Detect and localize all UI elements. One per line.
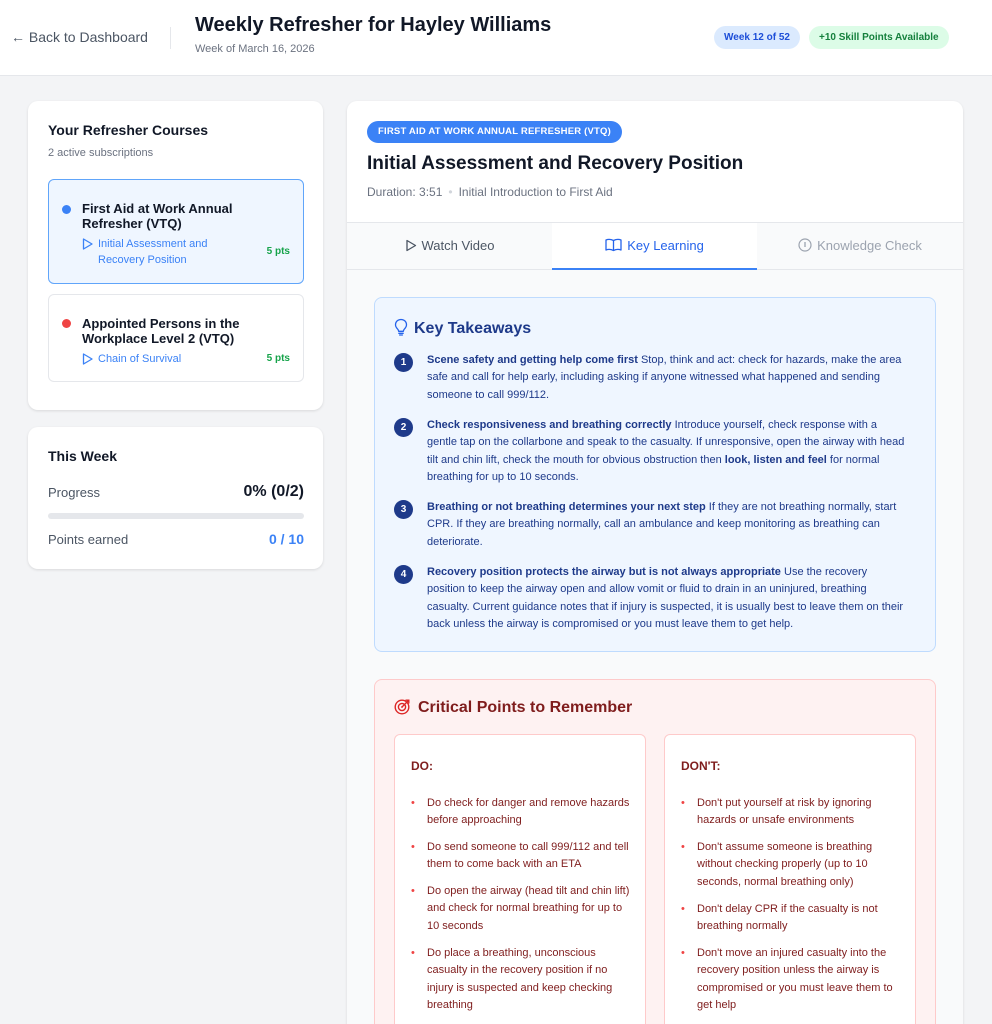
- week-badge: Week 12 of 52: [714, 26, 800, 49]
- key-takeaways-heading: [394, 318, 531, 338]
- lightbulb-icon: [394, 318, 408, 336]
- page-title: Weekly Refresher for Hayley Williams: [195, 14, 552, 36]
- tab-knowledge-check[interactable]: [757, 223, 963, 270]
- tab-label: Key Learning: [627, 238, 704, 253]
- takeaway-body: for normal breathing for up to 10 seconds.: [427, 453, 880, 483]
- dont-item-text: Don't assume someone is breathing without checking properly (up to 10 seconds, normal breathing only): [697, 841, 873, 888]
- lesson-link-label: Chain of Survival: [98, 353, 182, 365]
- play-icon: [82, 238, 93, 250]
- this-week-title: This Week: [48, 448, 117, 464]
- bullet: •: [411, 797, 415, 809]
- takeaway-body: Stop, think and act: check for hazards, make the area safe and call for help early, including asking if anyone witnessed what happened and sending someone to call 999/112.: [427, 354, 902, 401]
- dont-item-text: Don't put yourself at risk by ignoring hazards or unsafe environments: [697, 797, 872, 827]
- takeaway-number: 1: [394, 353, 413, 372]
- courses-title: Your Refresher Courses: [48, 122, 209, 138]
- critical-points-title: Critical Points to Remember: [418, 699, 633, 716]
- lesson-duration: Duration: 3:51: [367, 185, 443, 199]
- bullet: •: [411, 947, 415, 959]
- course-item-appointed-persons[interactable]: [48, 294, 304, 382]
- lesson-link[interactable]: [82, 236, 282, 270]
- page-subtitle: Week of March 16, 2026: [195, 43, 315, 55]
- do-title: DO:: [411, 759, 433, 773]
- course-badge: FIRST AID AT WORK ANNUAL REFRESHER (VTQ): [367, 121, 622, 143]
- critical-points-heading: [394, 698, 632, 717]
- info-circle-icon: [798, 238, 812, 252]
- this-week-card: [28, 427, 323, 569]
- bullet: •: [411, 841, 415, 853]
- key-takeaways-box: [374, 297, 936, 652]
- takeaway-text: [427, 499, 907, 551]
- bullet: •: [681, 903, 685, 915]
- refresher-courses-card: [28, 101, 323, 410]
- do-item-text: Do check for danger and remove hazards before approaching: [427, 797, 630, 827]
- tab-watch-video[interactable]: [347, 223, 552, 270]
- key-learning-content: [347, 270, 963, 1024]
- book-icon: [605, 238, 622, 252]
- back-to-dashboard-link[interactable]: ← Back to Dashboard: [11, 29, 148, 45]
- target-icon: [394, 698, 411, 715]
- do-list-box: [394, 734, 646, 1024]
- header-divider: [170, 27, 171, 49]
- lesson-link[interactable]: [82, 351, 282, 368]
- dont-item-text: Don't move an injured casualty into the recovery position unless the airway is compromised or you must leave them to get help: [697, 947, 893, 1011]
- bullet: •: [681, 797, 685, 809]
- lesson-link-label: Initial Assessment and Recovery Position: [98, 238, 208, 266]
- play-icon: [82, 353, 93, 365]
- lesson-points: 5 pts: [266, 246, 290, 257]
- critical-points-box: [374, 679, 936, 1024]
- meta-separator: •: [448, 185, 453, 199]
- takeaway-heading: Recovery position protects the airway but is not always appropriate: [427, 566, 781, 578]
- bullet: •: [411, 885, 415, 897]
- dont-title: DON'T:: [681, 759, 721, 773]
- courses-subtitle: 2 active subscriptions: [48, 147, 154, 159]
- dont-list-box: [664, 734, 916, 1024]
- do-item-text: Do place a breathing, unconscious casualty in the recovery position if no injury is suspected and keep checking breathing: [427, 947, 613, 1011]
- takeaway-body: Introduce yourself, check response with a gentle tap on the collarbone and speak to the casualty. If unresponsive, open the airway with head tilt and chin lift, check the mouth for obvious obstruction then: [427, 419, 905, 466]
- takeaway-text: [427, 417, 907, 486]
- takeaway-number: 2: [394, 418, 413, 437]
- bullet: •: [681, 841, 685, 853]
- progress-bar: [48, 513, 304, 519]
- course-name: First Aid at Work Annual Refresher (VTQ): [82, 201, 233, 231]
- course-status-dot: [62, 205, 71, 214]
- takeaway-text: [427, 352, 907, 404]
- lesson-module: Initial Introduction to First Aid: [458, 185, 613, 199]
- lesson-tabs: [347, 222, 963, 270]
- tab-key-learning[interactable]: [552, 223, 757, 270]
- takeaway-heading: Check responsiveness and breathing correctly: [427, 419, 672, 431]
- takeaway-emphasis: look, listen and feel: [724, 453, 827, 466]
- course-status-dot: [62, 319, 71, 328]
- progress-label: Progress: [48, 485, 101, 500]
- do-item-text: Do open the airway (head tilt and chin lift) and check for normal breathing for up to 10 seconds: [427, 885, 630, 932]
- key-takeaways-title: Key Takeaways: [414, 320, 532, 337]
- takeaway-body: Use the recovery position to keep the airway open and allow vomit or fluid to drain in an uninjured, breathing casualty. Current guidance notes that if injury is suspected, it is usually best to leave them on their back unless the airway is compromised or you must leave them to get help.: [427, 566, 904, 630]
- tab-label: Knowledge Check: [817, 238, 922, 253]
- tab-label: Watch Video: [421, 238, 495, 253]
- lesson-meta: [367, 185, 613, 199]
- play-icon: [405, 239, 417, 252]
- progress-value: 0% (0/2): [243, 483, 304, 500]
- bullet: •: [681, 947, 685, 959]
- points-earned-value: 0 / 10: [268, 531, 304, 547]
- course-item-first-aid[interactable]: [48, 179, 304, 284]
- takeaway-heading: Scene safety and getting help come first: [427, 354, 638, 366]
- top-header: [0, 0, 992, 76]
- dont-item-text: Don't delay CPR if the casualty is not breathing normally: [697, 903, 878, 933]
- takeaway-number: 3: [394, 500, 413, 519]
- points-earned-label: Points earned: [48, 532, 129, 547]
- lesson-points: 5 pts: [266, 353, 290, 364]
- lesson-title: Initial Assessment and Recovery Position: [367, 153, 744, 174]
- skill-points-badge: +10 Skill Points Available: [809, 26, 949, 49]
- takeaway-body: If they are not breathing normally, start CPR. If they are breathing normally, call an ambulance and keep monitoring as breathing can deteriorate.: [427, 501, 897, 548]
- takeaway-number: 4: [394, 565, 413, 584]
- takeaway-heading: Breathing or not breathing determines your next step: [427, 501, 706, 513]
- do-item-text: Do send someone to call 999/112 and tell them to come back with an ETA: [427, 841, 629, 871]
- takeaway-text: [427, 564, 907, 633]
- course-name: Appointed Persons in the Workplace Level 2 (VTQ): [82, 316, 240, 346]
- lesson-panel: [347, 101, 963, 1024]
